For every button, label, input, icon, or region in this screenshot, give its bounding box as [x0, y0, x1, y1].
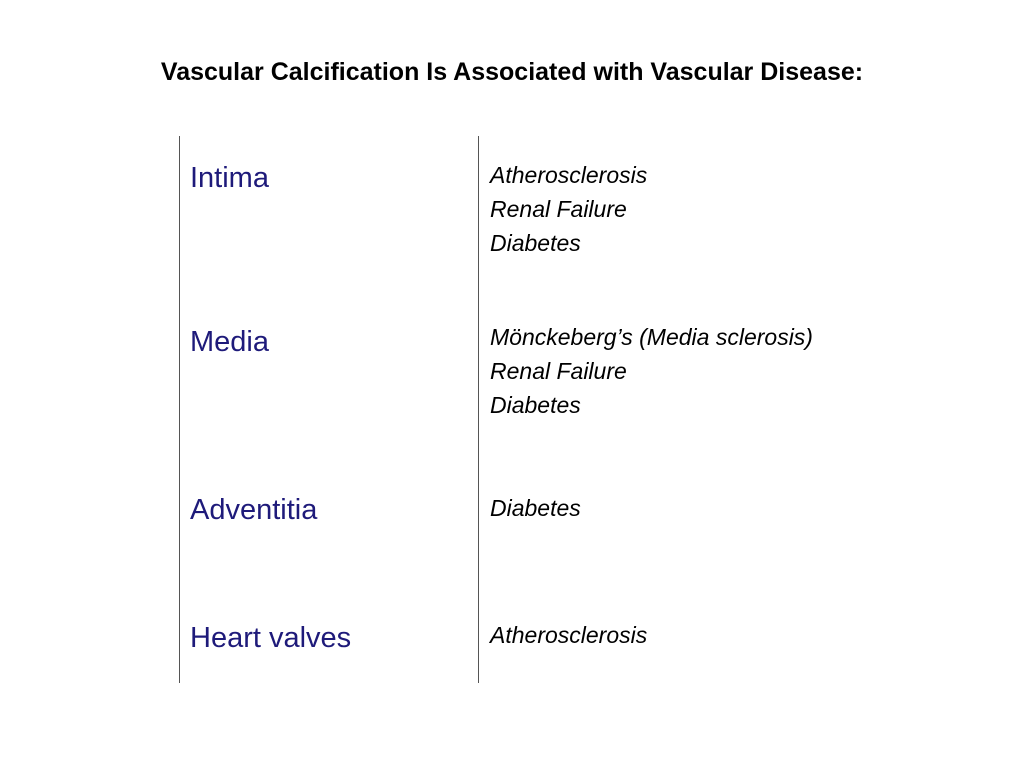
- left-divider-line: [179, 136, 180, 683]
- disease-list-media: [490, 320, 813, 422]
- disease-item: Diabetes: [490, 392, 581, 418]
- disease-item: Renal Failure: [490, 196, 627, 222]
- disease-item: Atherosclerosis: [490, 622, 648, 648]
- center-divider-line: [478, 136, 479, 683]
- disease-list-heart-valves: [490, 618, 647, 652]
- disease-list-adventitia: [490, 491, 581, 525]
- disease-item: Diabetes: [490, 230, 581, 256]
- layer-label-adventitia: Adventitia: [190, 494, 318, 526]
- layer-label-intima: Intima: [190, 162, 269, 194]
- disease-item: Diabetes: [490, 495, 581, 521]
- disease-item: Renal Failure: [490, 358, 627, 384]
- slide-title: Vascular Calcification Is Associated with Vascular Disease:: [160, 58, 864, 86]
- disease-list-intima: [490, 158, 647, 260]
- layer-label-heart-valves: Heart valves: [190, 622, 352, 654]
- disease-item: Atherosclerosis: [490, 162, 648, 188]
- disease-item: Mönckeberg’s (Media sclerosis): [490, 324, 813, 350]
- layer-label-media: Media: [190, 326, 269, 358]
